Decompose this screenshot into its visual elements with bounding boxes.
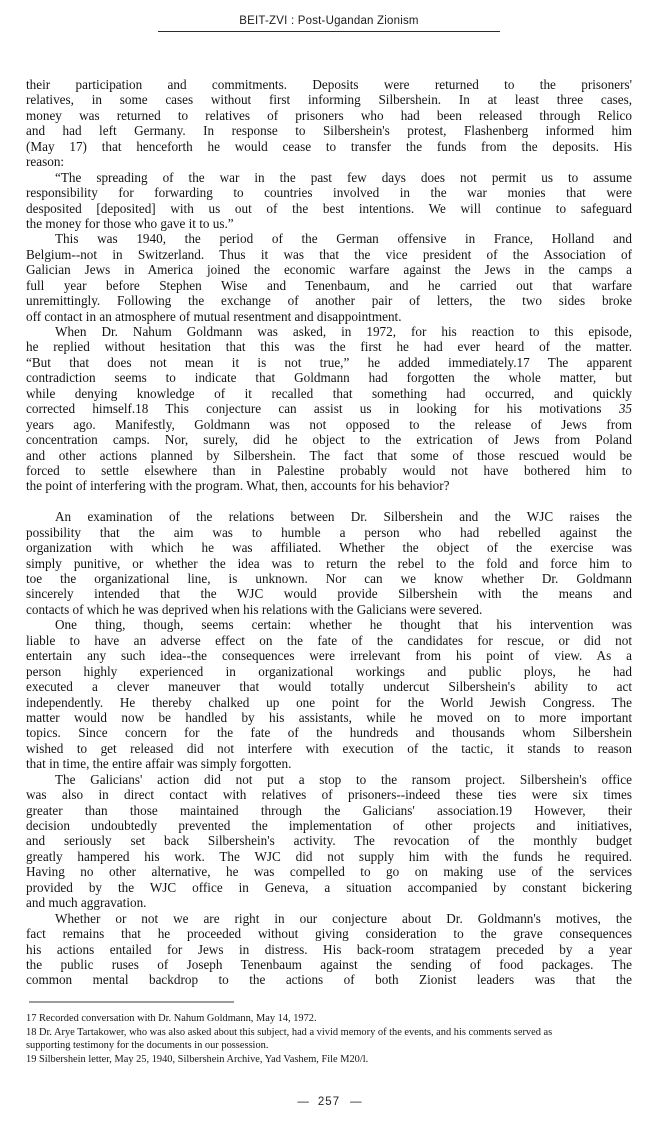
- text-line: forced to settle elsewhere than in Palestine probably would not have bothered him to: [26, 462, 632, 478]
- text-line: wished to get released did not interfere with execution of the tactic, it stands to reason: [26, 740, 632, 756]
- paragraph: [26, 77, 632, 170]
- text-line: toe the organizational line, is unknown. Nor can we know whether Dr. Goldmann: [26, 571, 632, 586]
- footnote-line: 18 Dr. Arye Tartakower, who was also asked about this subject, had a vivid memory of the events, and his comments served as: [26, 1026, 553, 1038]
- text-line: years ago. Manifestly, Goldmann was not opposed to the release of Jews from: [26, 416, 632, 432]
- footnote-line: 17 Recorded conversation with Dr. Nahum Goldmann, May 14, 1972.: [26, 1013, 317, 1024]
- text-line: An examination of the relations between Dr. Silbershein and the WJC raises the: [55, 509, 632, 525]
- text-line: decision undoubtedly prevented the implementation of other projects and initiatives,: [26, 818, 632, 833]
- text-line: the public ruses of Joseph Tenenbaum against the sending of food packages. The: [26, 956, 632, 972]
- text-line: relatives, in some cases without first informing Silbershein. In at least three cases,: [26, 92, 632, 108]
- page-footer: [0, 1096, 658, 1108]
- text-line: organization with which he was affiliated. Whether the object of the exercise was: [26, 540, 632, 556]
- page-number: 257: [317, 1096, 341, 1108]
- text-line: This was 1940, the period of the German offensive in France, Holland and: [55, 231, 632, 247]
- text-line: and much aggravation.: [26, 895, 147, 911]
- text-line: (May 17) that henceforth he would cease to transfer the funds from the deposits. His: [26, 138, 632, 154]
- paragraph: [26, 324, 632, 494]
- text-line: independently. He thereby chalked up one point for the World Jewish Congress. The: [26, 694, 632, 710]
- paragraph: [26, 231, 632, 324]
- body-text: [26, 77, 632, 988]
- text-line: money was returned to relatives of prisoners who had been released through Relico: [26, 107, 632, 123]
- text-line: the point of interfering with the program. What, then, accounts for his behavior?: [26, 478, 450, 494]
- text-line: the money for those who gave it to us.”: [26, 215, 234, 231]
- text-line: unremittingly. Following the exchange of another pair of letters, the two sides broke: [26, 293, 632, 309]
- text-line: and seriously set back Silbershein's activity. The revocation of the monthly budget: [26, 833, 632, 849]
- footnote-separator: [29, 1001, 234, 1003]
- text-line: common mental backdrop to the actions of both Zionist leaders was that the: [26, 972, 632, 988]
- paragraph: [26, 617, 632, 771]
- paragraph: [26, 509, 632, 617]
- text-line: he replied without hesitation that this was the first he had ever heard of the matter.: [26, 339, 632, 355]
- text-line: sincerely intended that the WJC would provide Silbershein with the means and: [26, 586, 632, 602]
- text-line: corrected himself.18 This conjecture can assist us in looking for his motivations 35: [26, 401, 632, 417]
- text-line: concentration camps. Nor, surely, did he object to the extrication of Jews from Poland: [26, 432, 632, 448]
- page-header: [0, 0, 658, 32]
- text-line: was also in direct contact with relatives of prisoners--indeed these ties were six times: [26, 787, 632, 803]
- text-line: full year before Stephen Wise and Tenenbaum, and he carried out that warfare: [26, 277, 632, 293]
- text-line: matter would now be handled by his assistants, while he moved on to more important: [26, 709, 632, 725]
- text-line: greatly hampered his work. The WJC did not supply him with the funds he required.: [26, 848, 632, 864]
- text-line: “The spreading of the war in the past few days does not permit us to assume: [55, 169, 632, 185]
- text-line: and had left Germany. In response to Silbershein's protest, Flashenberg informed him: [26, 123, 632, 139]
- text-line: liable to have an adverse effect on the fate of the candidates for rescue, or did not: [26, 632, 632, 648]
- text-line: off contact in an atmosphere of mutual resentment and disappointment.: [26, 308, 402, 324]
- text-line: Galician Jews in America joined the economic warfare against the Jews in the camps a: [26, 262, 632, 278]
- text-line: One thing, though, seems certain: whether he thought that his intervention was: [55, 617, 632, 633]
- paragraph: [26, 911, 632, 988]
- footnote-line: supporting testimony for the documents in our possession.: [26, 1040, 269, 1052]
- text-line: contradiction seems to indicate that Goldmann had forgotten the whole matter, but: [26, 370, 632, 386]
- text-line: The Galicians' action did not put a stop to the ransom project. Silbershein's office: [55, 771, 632, 787]
- text-line: fact remains that he proceeded without giving consideration to the grave consequences: [26, 926, 632, 942]
- paragraph: [26, 772, 632, 911]
- footer-left-dash: —: [297, 1096, 308, 1108]
- text-line: his actions entailed for Jews in distress. His back-room stratagem preceded by a year: [26, 941, 632, 957]
- text-line: entertain any such idea--the consequences were irrelevant from his point of view. As a: [26, 648, 632, 664]
- text-line: responsibility for forwarding to countries involved in the war monies that were: [26, 185, 632, 201]
- text-line: simply punitive, or whether the idea was to return the rebel to the fold and force him to: [26, 555, 632, 571]
- footnotes: [26, 1012, 638, 1066]
- text-line: executed a clever maneuver that would totally undercut Silbershein's ability to act: [26, 679, 632, 695]
- text-line: possibility that the aim was to humble a person who had rebelled against the: [26, 524, 632, 540]
- running-head-title: BEIT-ZVI : Post-Ugandan Zionism: [239, 15, 419, 27]
- footer-right-dash: —: [350, 1096, 361, 1108]
- text-line: their participation and commitments. Deposits were returned to the prisoners': [26, 77, 632, 92]
- text-line: Belgium--not in Switzerland. Thus it was that the vice president of the Association of: [26, 246, 632, 262]
- paragraph: [26, 170, 632, 232]
- text-line: while denying knowledge of it recalled that something had occurred, and quickly: [26, 385, 632, 401]
- text-line: reason:: [26, 154, 65, 170]
- text-line: When Dr. Nahum Goldmann was asked, in 1972, for his reaction to this episode,: [55, 324, 632, 339]
- text-line: person highly experienced in organizational workings and public ploys, he had: [26, 663, 632, 679]
- header-rule: [158, 31, 500, 32]
- text-line: greater than those maintained through the Galicians' association.19 However, their: [26, 802, 632, 818]
- text-line: contacts of which he was deprived when his relations with the Galicians were severed.: [26, 601, 483, 617]
- text-line: desposited [deposited] with us out of the best intentions. We will continue to safeguard: [26, 200, 632, 216]
- footnote-line: 19 Silbershein letter, May 25, 1940, Silbershein Archive, Yad Vashem, File M20/l.: [26, 1053, 369, 1065]
- text-line: “But that does not mean it is not true,” he added immediately.17 The apparent: [26, 354, 632, 370]
- text-line: that in time, the entire affair was simply forgotten.: [26, 756, 292, 772]
- text-line: Having no other alternative, he was compelled to go on making use of the services: [26, 864, 632, 880]
- text-line: provided by the WJC office in Geneva, a situation accompanied by constant bickering: [26, 879, 632, 895]
- text-line: topics. Since concern for the fate of the hundreds and thousands whom Silbershein: [26, 725, 632, 741]
- text-line: Whether or not we are right in our conjecture about Dr. Goldmann's motives, the: [55, 910, 632, 926]
- text-line: and other actions planned by Silbershein. The fact that some of those rescued would be: [26, 447, 632, 463]
